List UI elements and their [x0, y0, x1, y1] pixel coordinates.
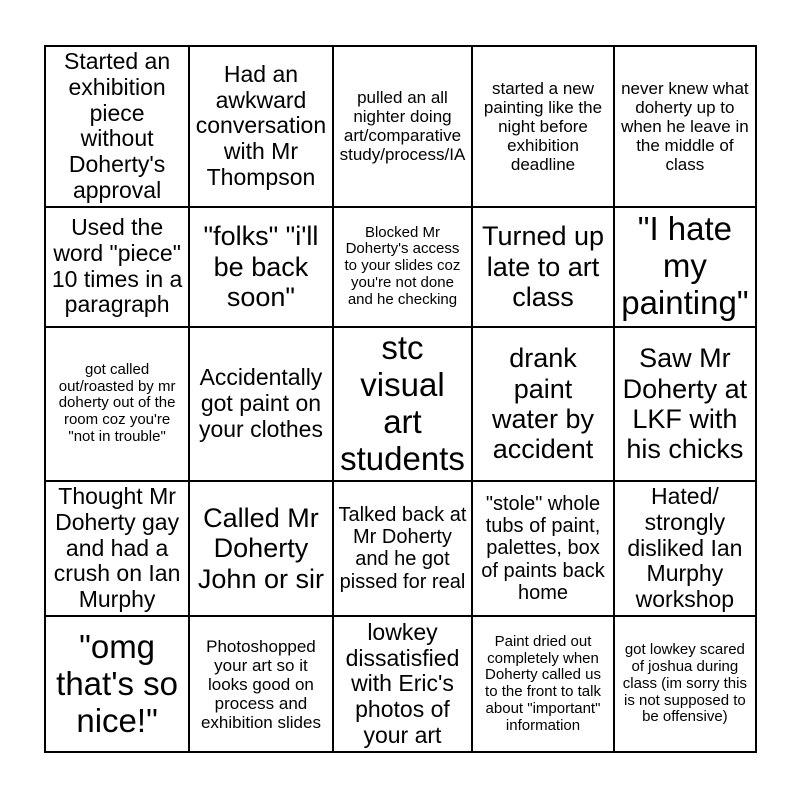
bingo-cell[interactable]: Thought Mr Doherty gay and had a crush on Ian Murphy: [45, 481, 189, 617]
bingo-cell[interactable]: Turned up late to art class: [472, 207, 614, 327]
bingo-cell[interactable]: pulled an all nighter doing art/comparative study/process/IA: [333, 46, 473, 207]
bingo-cell[interactable]: Called Mr Doherty John or sir: [189, 481, 333, 617]
bingo-cell[interactable]: Had an awkward conversation with Mr Thompson: [189, 46, 333, 207]
bingo-row: [45, 616, 756, 752]
bingo-cell[interactable]: "folks" "i'll be back soon": [189, 207, 333, 327]
bingo-row: [45, 327, 756, 481]
bingo-cell[interactable]: never knew what doherty up to when he leave in the middle of class: [614, 46, 756, 207]
bingo-cell[interactable]: Photoshopped your art so it looks good on process and exhibition slides: [189, 616, 333, 752]
bingo-row: [45, 46, 756, 207]
bingo-cell[interactable]: got called out/roasted by mr doherty out of the room coz you're "not in trouble": [45, 327, 189, 481]
bingo-card-body: [45, 46, 756, 752]
bingo-row: [45, 207, 756, 327]
bingo-cell-free-space[interactable]: stc visual art students: [333, 327, 473, 481]
bingo-cell[interactable]: Hated/ strongly disliked Ian Murphy workshop: [614, 481, 756, 617]
bingo-cell[interactable]: "I hate my painting": [614, 207, 756, 327]
bingo-cell[interactable]: Used the word "piece" 10 times in a paragraph: [45, 207, 189, 327]
bingo-cell[interactable]: "omg that's so nice!": [45, 616, 189, 752]
bingo-cell[interactable]: Talked back at Mr Doherty and he got pissed for real: [333, 481, 473, 617]
bingo-cell[interactable]: lowkey dissatisfied with Eric's photos of your art: [333, 616, 473, 752]
bingo-cell[interactable]: got lowkey scared of joshua during class (im sorry this is not supposed to be offensive): [614, 616, 756, 752]
bingo-cell[interactable]: Paint dried out completely when Doherty called us to the front to talk about "important" information: [472, 616, 614, 752]
bingo-cell[interactable]: Started an exhibition piece without Doherty's approval: [45, 46, 189, 207]
bingo-cell[interactable]: started a new painting like the night before exhibition deadline: [472, 46, 614, 207]
bingo-cell[interactable]: drank paint water by accident: [472, 327, 614, 481]
bingo-card: [44, 45, 757, 753]
bingo-cell[interactable]: Accidentally got paint on your clothes: [189, 327, 333, 481]
bingo-cell[interactable]: "stole" whole tubs of paint, palettes, box of paints back home: [472, 481, 614, 617]
bingo-cell[interactable]: Blocked Mr Doherty's access to your slides coz you're not done and he checking: [333, 207, 473, 327]
bingo-row: [45, 481, 756, 617]
bingo-cell[interactable]: Saw Mr Doherty at LKF with his chicks: [614, 327, 756, 481]
